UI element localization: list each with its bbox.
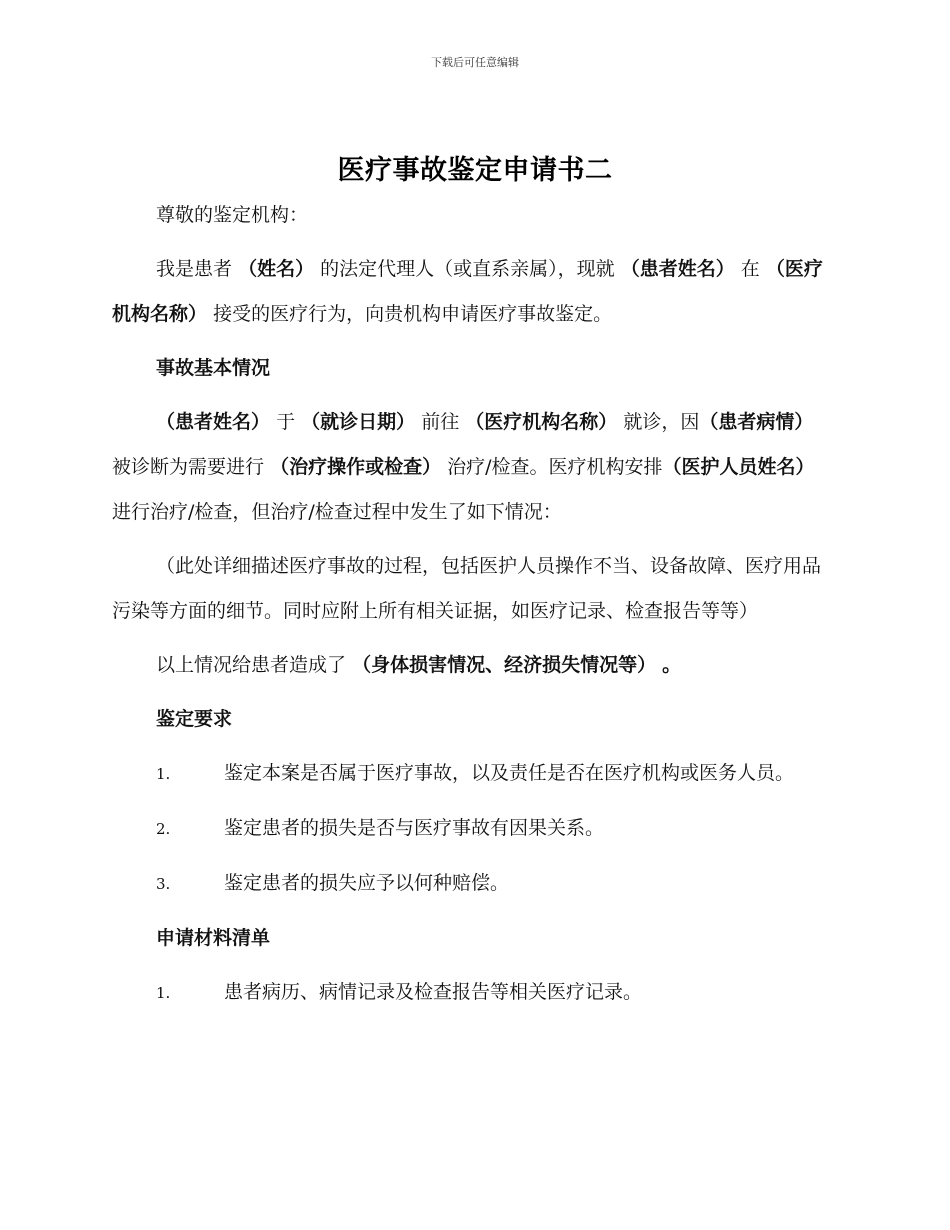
document-title: 医疗事故鉴定申请书二 <box>337 155 613 186</box>
patient-name-placeholder-3: （患者姓名） <box>156 411 271 433</box>
incident-text-6: 进行治疗/检查，但治疗/检查过程中发生了如下情况： <box>112 501 562 523</box>
list-number: 1. <box>156 984 171 1002</box>
list-item <box>112 861 834 907</box>
list-number: 2. <box>156 820 171 838</box>
list-text: 鉴定患者的损失是否与医疗事故有因果关系。 <box>224 817 605 839</box>
incident-description: （此处详细描述医疗事故的过程，包括医护人员操作不当、设备故障、医疗用品污染等方面的细节。同时应附上所有相关证据，如医疗记录、检查报告等等） <box>112 555 822 622</box>
institution-name-placeholder-2: （医疗机构名称） <box>465 411 618 433</box>
list-text: 鉴定本案是否属于医疗事故，以及责任是否在医疗机构或医务人员。 <box>224 762 795 784</box>
visit-date-placeholder: （就诊日期） <box>301 411 416 433</box>
list-text: 患者病历、病情记录及检查报告等相关医疗记录。 <box>224 981 643 1003</box>
incident-text-3: 就诊，因 <box>623 411 700 433</box>
damage-text-1: 以上情况给患者造成了 <box>156 654 347 676</box>
section-heading-requirements: 鉴定要求 <box>156 708 233 730</box>
section-heading-incident: 事故基本情况 <box>156 357 271 379</box>
intro-text-3: 在 <box>740 258 760 280</box>
page-header: 下载后可任意编辑 <box>431 56 519 69</box>
institution-name-placeholder: （医疗机构名称） <box>112 258 823 325</box>
incident-text-4: 被诊断为需要进行 <box>112 456 265 478</box>
list-item <box>112 751 834 797</box>
incident-text-5: 治疗/检查。医疗机构安排 <box>447 456 663 478</box>
incident-paragraph <box>112 400 834 535</box>
intro-text-2: 的法定代理人（或直系亲属），现就 <box>320 258 615 280</box>
patient-name-placeholder-2: （患者姓名） <box>620 258 735 280</box>
intro-text-4: 接受的医疗行为，向贵机构申请医疗事故鉴定。 <box>213 303 613 325</box>
procedure-placeholder: （治疗操作或检查） <box>270 456 442 478</box>
damage-paragraph <box>112 643 834 688</box>
incident-text-2: 前往 <box>421 411 460 433</box>
list-text: 鉴定患者的损失应予以何种赔偿。 <box>224 872 510 894</box>
incident-text-1: 于 <box>276 411 296 433</box>
list-number: 1. <box>156 765 171 783</box>
patient-name-placeholder: （姓名） <box>238 258 315 280</box>
damage-placeholder: （身体损害情况、经济损失情况等） <box>352 654 657 676</box>
damage-text-2: 。 <box>662 654 682 676</box>
section-heading-materials: 申请材料清单 <box>156 927 271 949</box>
list-number: 3. <box>156 875 171 893</box>
salutation: 尊敬的鉴定机构： <box>156 204 309 226</box>
staff-name-placeholder: （医护人员姓名） <box>662 456 815 478</box>
list-item <box>112 970 834 1016</box>
condition-placeholder: （患者病情） <box>699 411 814 433</box>
document-body <box>112 193 834 1025</box>
list-item <box>112 806 834 852</box>
intro-text-1: 我是患者 <box>156 258 233 280</box>
intro-paragraph <box>112 247 834 337</box>
